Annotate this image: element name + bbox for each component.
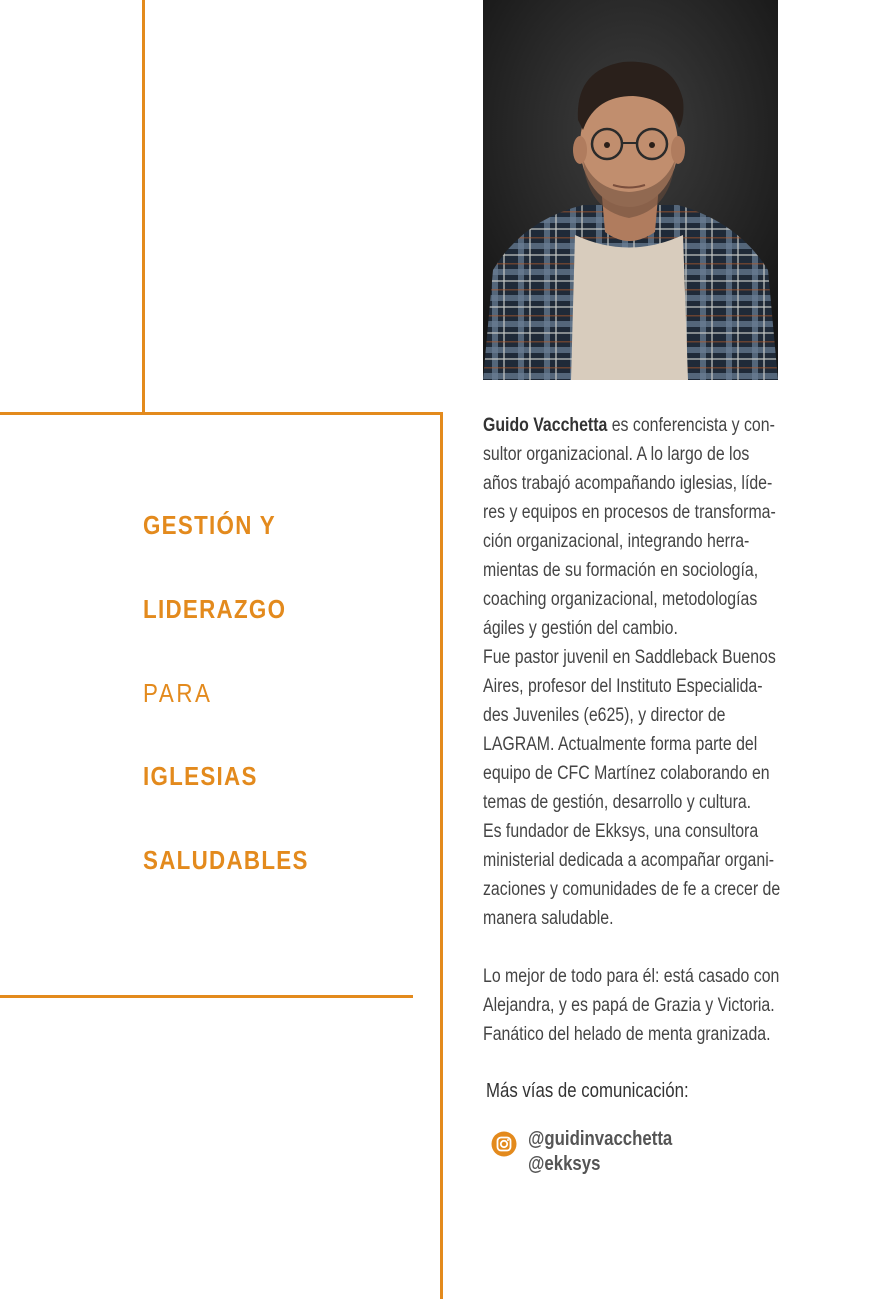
- divider-horizontal-top: [0, 412, 443, 415]
- bio-line: Es fundador de Ekksys, una consultora: [483, 821, 759, 842]
- bio-line: ágiles y gestión del cambio.: [483, 618, 678, 639]
- author-name: Guido Vacchetta: [483, 415, 608, 436]
- family-line: Alejandra, y es papá de Grazia y Victoria.: [483, 995, 775, 1016]
- instagram-icon: [491, 1131, 517, 1157]
- divider-horizontal-bottom: [0, 995, 413, 998]
- bio-line: LAGRAM. Actualmente forma parte del: [483, 734, 758, 755]
- family-line: Lo mejor de todo para él: está casado con: [483, 966, 780, 987]
- bio-line: temas de gestión, desarrollo y cultura.: [483, 792, 752, 813]
- bio-line: Aires, profesor del Instituto Especialida-: [483, 676, 763, 697]
- bio-line: mientas de su formación en sociología,: [483, 560, 759, 581]
- title-line-2: LIDERAZGO: [143, 594, 287, 624]
- author-bio: [483, 411, 781, 1049]
- bio-line: ministerial dedicada a acompañar organi-: [483, 850, 775, 871]
- bio-line: coaching organizacional, metodologías: [483, 589, 758, 610]
- bio-line: res y equipos en procesos de transforma-: [483, 502, 776, 523]
- bio-line: ción organizacional, integrando herra-: [483, 531, 750, 552]
- divider-vertical-right: [440, 412, 443, 1299]
- bio-line: años trabajó acompañando iglesias, líde-: [483, 473, 773, 494]
- bio-line: sultor organizacional. A lo largo de los: [483, 444, 750, 465]
- bio-line: zaciones y comunidades de fe a crecer de: [483, 879, 781, 900]
- bio-line: des Juveniles (e625), y director de: [483, 705, 726, 726]
- title-line-4: IGLESIAS: [143, 761, 258, 791]
- title-line-5: SALUDABLES: [143, 845, 309, 875]
- bio-line: Fue pastor juvenil en Saddleback Buenos: [483, 647, 776, 668]
- contact-heading: Más vías de comunicación:: [486, 1080, 689, 1102]
- family-line: Fanático del helado de menta granizada.: [483, 1024, 771, 1045]
- bio-line-0: es conferencista y con-: [607, 415, 775, 436]
- instagram-handle-personal[interactable]: @guidinvacchetta: [528, 1128, 673, 1150]
- bio-line: equipo de CFC Martínez colaborando en: [483, 763, 770, 784]
- author-photo: [483, 0, 778, 380]
- instagram-handle-company[interactable]: @ekksys: [528, 1153, 601, 1175]
- title-line-1: GESTIÓN Y: [143, 510, 276, 540]
- title-line-3: PARA: [143, 678, 213, 708]
- bio-line: manera saludable.: [483, 908, 614, 929]
- bio-spacer: [483, 933, 750, 962]
- divider-vertical-top: [142, 0, 145, 414]
- bio-first-line: [483, 411, 775, 440]
